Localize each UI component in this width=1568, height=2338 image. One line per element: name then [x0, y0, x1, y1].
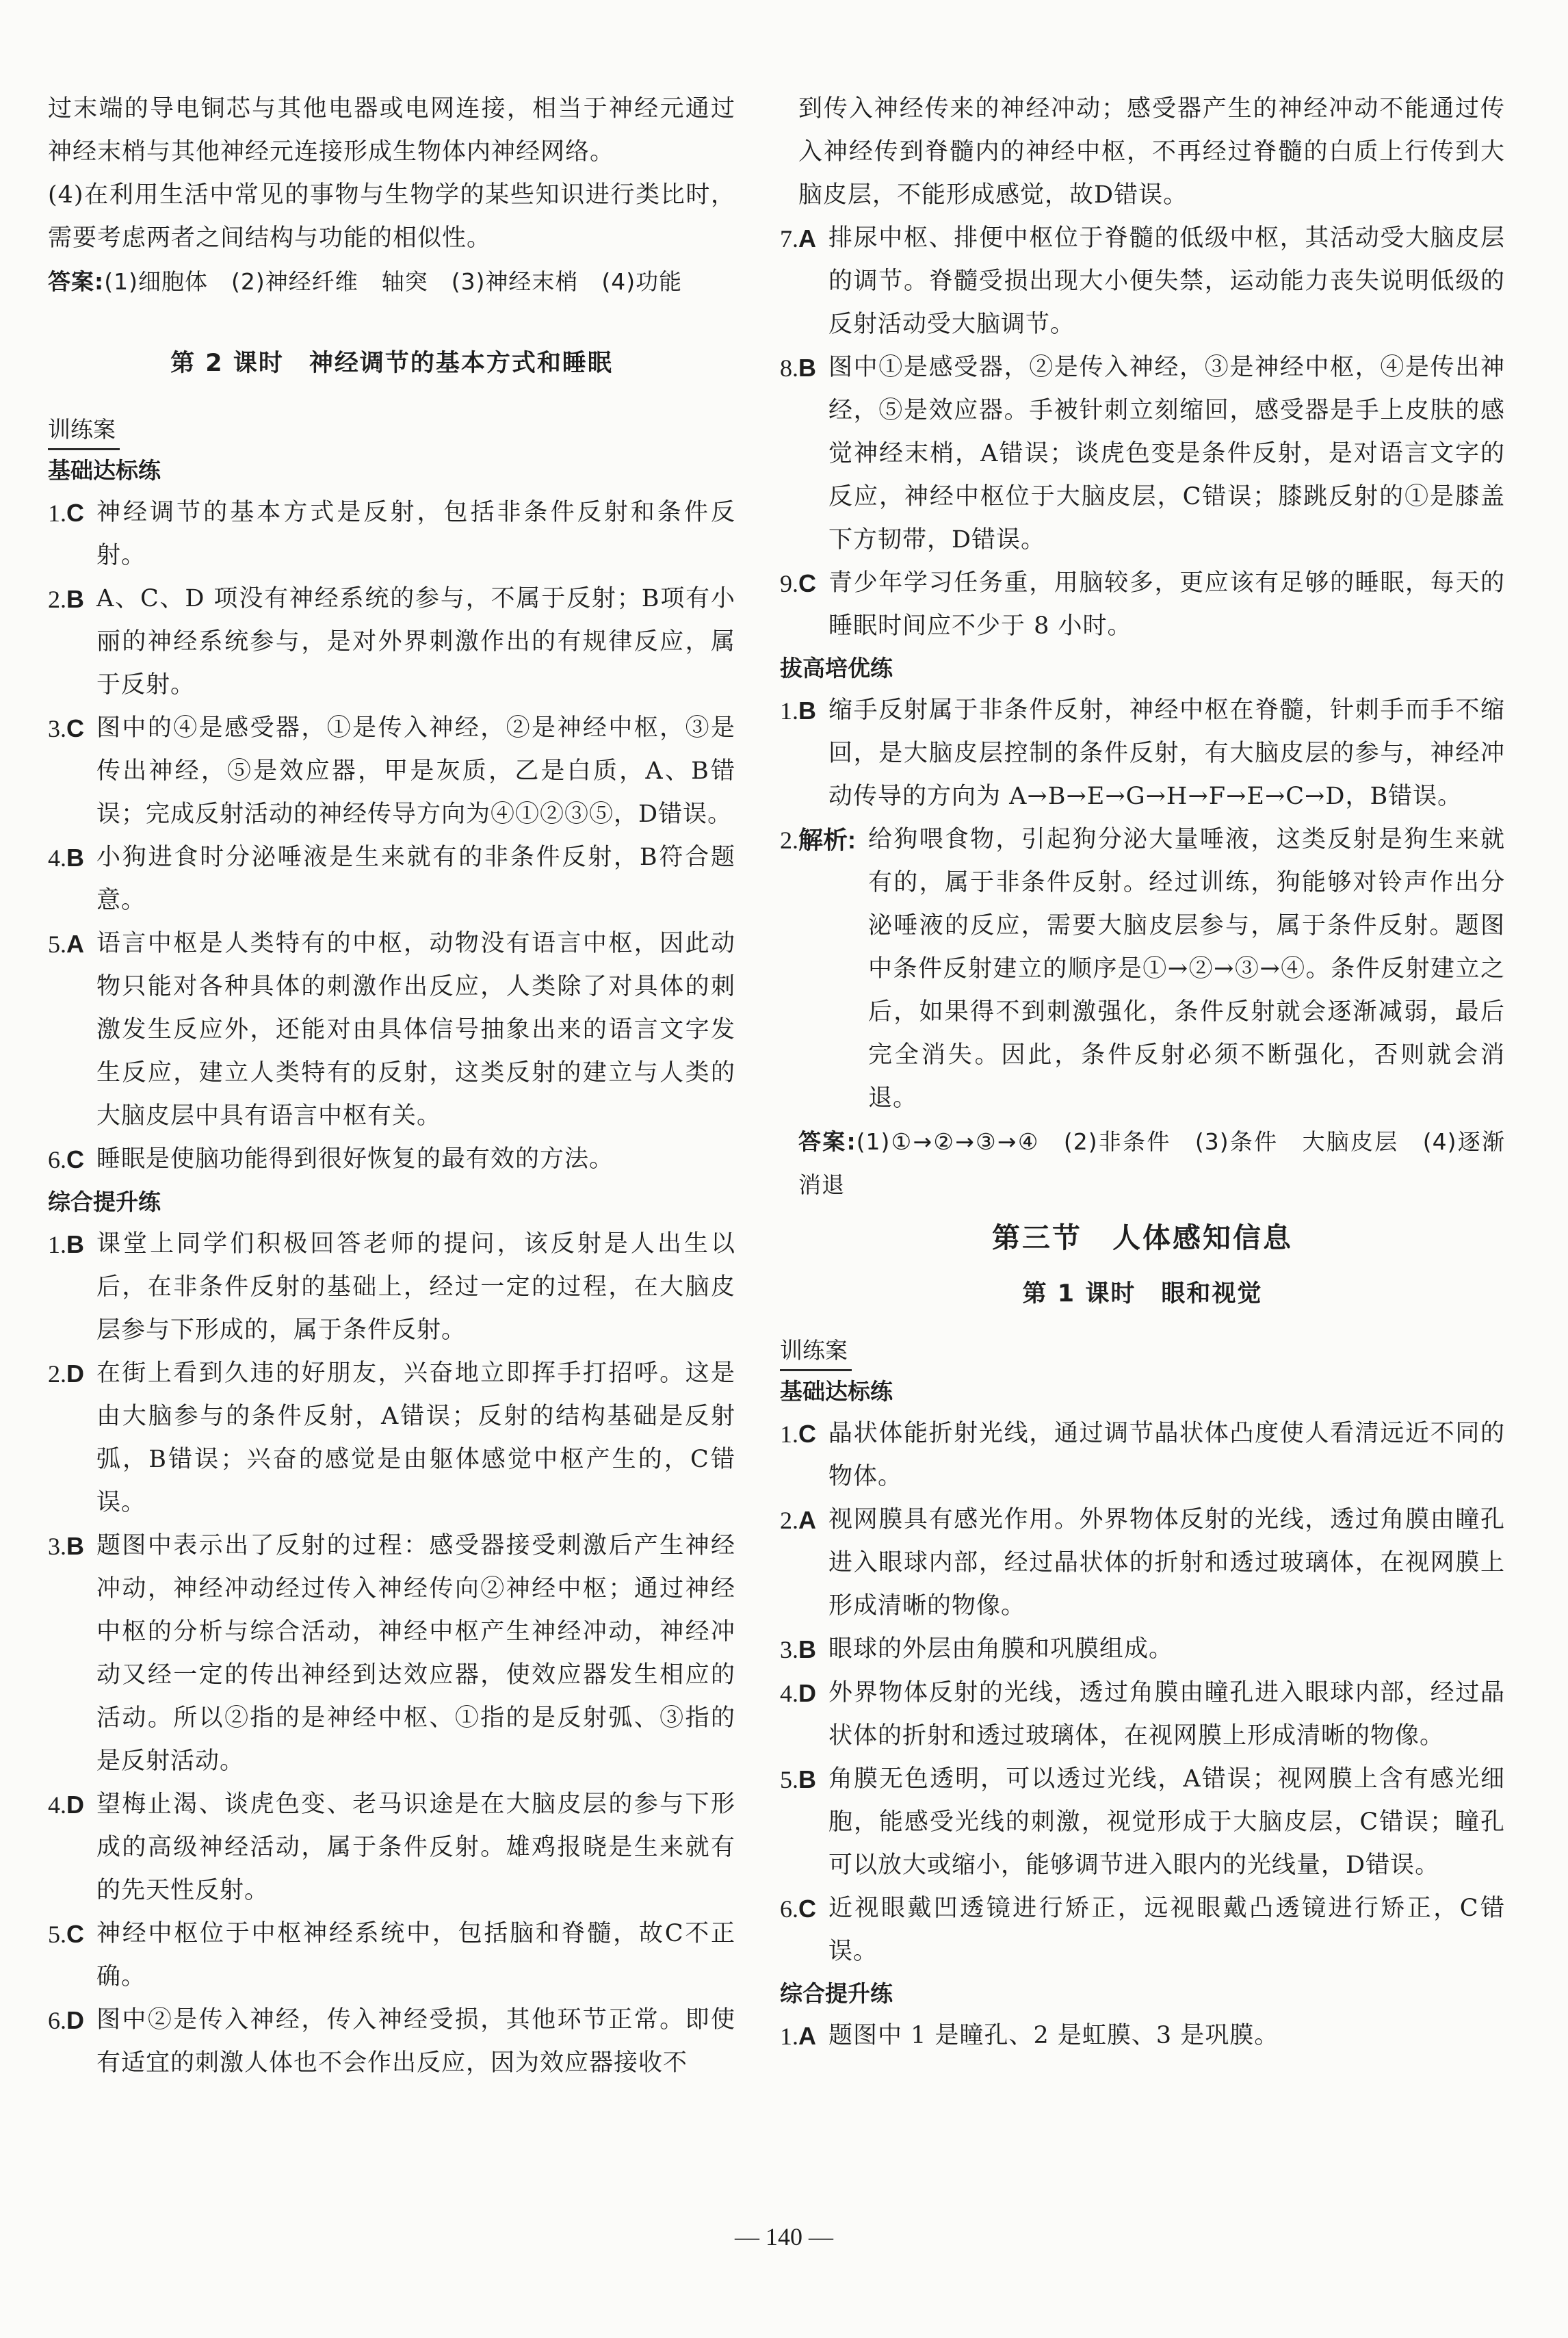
- answer-key: B: [66, 844, 84, 872]
- item-number: 6.D: [48, 2006, 84, 2034]
- item-number: 1.C: [780, 1420, 816, 1448]
- comprehensive-list: [48, 1223, 735, 2085]
- item-number: 4.D: [48, 1791, 84, 1819]
- item-text: A、C、D 项没有神经系统的参与，不属于反射；B项有小丽的神经系统参与，是对外界刺激作出的有规律反应，属于反射。: [96, 585, 735, 699]
- basic-heading: 基础达标练: [780, 1378, 893, 1405]
- lesson-title: 第 2 课时 神经调节的基本方式和睡眠: [170, 350, 613, 377]
- answer-item: [48, 1352, 735, 1524]
- basic-list: [780, 1412, 1505, 1973]
- item-number: 6.C: [48, 1145, 84, 1173]
- advanced-list: [780, 689, 1505, 1120]
- item-number: 2.B: [48, 585, 84, 613]
- answer-item: [48, 707, 735, 836]
- lesson-title: 第 1 课时 眼和视觉: [1022, 1280, 1263, 1308]
- answer-item: [48, 922, 735, 1138]
- answer-key: A: [798, 224, 816, 252]
- answer-key: A: [798, 2022, 816, 2050]
- item-number: 2.解析:: [780, 826, 856, 854]
- answer-key: C: [798, 1895, 816, 1923]
- training-label: 训练案: [780, 1332, 852, 1371]
- item-text: 题图中 1 是瞳孔、2 是虹膜、3 是巩膜。: [828, 2022, 1279, 2049]
- continuation-text: 到传入神经传来的神经冲动；感受器产生的神经冲动不能通过传入神经传到脊髓内的神经中枢，不再经过脊髓的白质上行传到大脑皮层，不能形成感觉，故D错误。: [798, 95, 1505, 209]
- answer-key: 解析:: [798, 826, 856, 854]
- answer-item: [780, 346, 1505, 562]
- answer-key: A: [66, 930, 84, 958]
- item-text: 青少年学习任务重，用脑较多，更应该有足够的睡眠，每天的睡眠时间应不少于 8 小时。: [828, 569, 1505, 640]
- item-text: 角膜无色透明，可以透过光线，A错误；视网膜上含有感光细胞，能感受光线的刺激，视觉形成于大脑皮层，C错误；瞳孔可以放大或缩小，能够调节进入眼内的光线量，D错误。: [828, 1765, 1505, 1879]
- answer-item: [48, 1783, 735, 1912]
- answer-key: B: [798, 354, 816, 382]
- answer-key: B: [798, 1635, 816, 1663]
- answer-item: [48, 1223, 735, 1352]
- answer-key: B: [798, 697, 816, 725]
- answer-item: [48, 1138, 735, 1182]
- item-text: 外界物体反射的光线，透过角膜由瞳孔进入眼球内部，经过晶状体的折射和透过玻璃体，在视网膜上形成清晰的物像。: [828, 1679, 1505, 1750]
- item-number: 5.B: [780, 1765, 816, 1793]
- item-text: 望梅止渴、谈虎色变、老马识途是在大脑皮层的参与下形成的高级神经活动，属于条件反射。雄鸡报晓是生来就有的先天性反射。: [96, 1791, 735, 1904]
- item-text: 语言中枢是人类特有的中枢，动物没有语言中枢，因此动物只能对各种具体的刺激作出反应，人类除了对具体的刺激发生反应外，还能对由具体信号抽象出来的语言文字发生反应，建立人类特有的反射，这类反射的建立与人类的大脑皮层中具有语言中枢有关。: [96, 930, 735, 1130]
- answer-label: 答案:: [48, 268, 105, 295]
- answer-item: [780, 562, 1505, 648]
- answer-text: (1)①→②→③→④ (2)非条件 (3)条件 大脑皮层 (4)逐渐消退: [798, 1128, 1506, 1198]
- item-number: 6.C: [780, 1895, 816, 1923]
- training-label: 训练案: [48, 411, 120, 450]
- item-number: 1.A: [780, 2022, 816, 2050]
- item-number: 3.B: [48, 1532, 84, 1560]
- answer-item: [780, 1672, 1505, 1758]
- answer-key: D: [798, 1679, 816, 1707]
- answer-key: B: [798, 1765, 816, 1793]
- answer-key: C: [66, 1145, 84, 1173]
- answer-item: [780, 1887, 1505, 1973]
- item-text: 缩手反射属于非条件反射，神经中枢在脊髓，针刺手而手不缩回，是大脑皮层控制的条件反射，有大脑皮层的参与，神经冲动传导的方向为 A→B→E→G→H→F→E→C→D，B错误。: [828, 697, 1505, 810]
- answer-key: D: [66, 2006, 84, 2034]
- answer-text: (1)细胞体 (2)神经纤维 轴突 (3)神经末梢 (4)功能: [104, 268, 683, 295]
- item-text: 眼球的外层由角膜和巩膜组成。: [828, 1635, 1174, 1663]
- answer-item: [48, 836, 735, 922]
- section-title: 第三节 人体感知信息: [992, 1221, 1293, 1254]
- item-number: 3.B: [780, 1635, 816, 1663]
- item-text: 神经调节的基本方式是反射，包括非条件反射和条件反射。: [96, 499, 735, 569]
- answer-item: [48, 1524, 735, 1783]
- page-number: — 140 —: [735, 2223, 833, 2250]
- right-column: [780, 88, 1505, 2058]
- comprehensive-list: [780, 2014, 1505, 2058]
- item-number: 5.A: [48, 930, 84, 958]
- item-text: 图中①是感受器，②是传入神经，③是神经中枢，④是传出神经，⑤是效应器。手被针刺立刻缩回，感受器是手上皮肤的感觉神经末梢，A错误；谈虎色变是条件反射，是对语言文字的反应，神经中枢位于大脑皮层，C错误；膝跳反射的①是膝盖下方韧带，D错误。: [828, 354, 1505, 554]
- basic-list: [48, 491, 735, 1182]
- item-number: 3.C: [48, 714, 84, 742]
- item-text: 在街上看到久违的好朋友，兴奋地立即挥手打招呼。这是由大脑参与的条件反射，A错误；反射的结构基础是反射弧，B错误；兴奋的感觉是由躯体感觉中枢产生的，C错误。: [96, 1360, 735, 1516]
- answer-item: [780, 217, 1505, 346]
- basic-heading: 基础达标练: [48, 457, 161, 484]
- intro-paragraph-1: 过末端的导电铜芯与其他电器或电网连接，相当于神经元通过神经末梢与其他神经元连接形成生物体内神经网络。: [48, 95, 735, 166]
- answer-key: C: [66, 714, 84, 742]
- answer-item: [48, 577, 735, 707]
- answer-key: B: [66, 585, 84, 613]
- answer-key: C: [66, 1920, 84, 1948]
- intro-paragraph-2: (4)在利用生活中常见的事物与生物学的某些知识进行类比时，需要考虑两者之间结构与功能的相似性。: [48, 181, 735, 252]
- item-text: 排尿中枢、排便中枢位于脊髓的低级中枢，其活动受大脑皮层的调节。脊髓受损出现大小便失禁，运动能力丧失说明低级的反射活动受大脑调节。: [828, 224, 1505, 338]
- item-number: 1.B: [48, 1230, 84, 1258]
- item-number: 5.C: [48, 1920, 84, 1948]
- item-number: 1.B: [780, 697, 816, 725]
- answer-item: [780, 1758, 1505, 1887]
- item-text: 图中②是传入神经，传入神经受损，其他环节正常。即使有适宜的刺激人体也不会作出反应，因为效应器接收不: [96, 2006, 735, 2077]
- item-text: 近视眼戴凹透镜进行矫正，远视眼戴凸透镜进行矫正，C错误。: [828, 1895, 1505, 1965]
- item-number: 1.C: [48, 499, 84, 527]
- answer-key: B: [66, 1230, 84, 1258]
- answer-key: C: [798, 1420, 816, 1448]
- item-text: 图中的④是感受器，①是传入神经，②是神经中枢，③是传出神经，⑤是效应器，甲是灰质，乙是白质，A、B错误；完成反射活动的神经传导方向为④①②③⑤，D错误。: [96, 714, 735, 828]
- answer-item: [48, 491, 735, 577]
- left-column: [48, 88, 735, 2085]
- item-number: 7.A: [780, 224, 816, 252]
- answer-item: [780, 818, 1505, 1120]
- item-number: 2.A: [780, 1506, 816, 1534]
- item-text: 课堂上同学们积极回答老师的提问，该反射是人出生以后，在非条件反射的基础上，经过一定的过程，在大脑皮层参与下形成的，属于条件反射。: [96, 1230, 735, 1344]
- advanced-answer: [780, 1120, 1505, 1206]
- answer-key: B: [66, 1532, 84, 1560]
- continuation-item: [780, 88, 1505, 217]
- item-text: 晶状体能折射光线，通过调节晶状体凸度使人看清远近不同的物体。: [828, 1420, 1505, 1490]
- answer-key: A: [798, 1506, 816, 1534]
- item-text: 给狗喂食物，引起狗分泌大量唾液，这类反射是狗生来就有的，属于非条件反射。经过训练，狗能够对铃声作出分泌唾液的反应，需要大脑皮层参与，属于条件反射。题图中条件反射建立的顺序是①→②→③→④。条件反射建立之后，如果得不到刺激强化，条件反射就会逐渐减弱，最后完全消失。因此，条件反射必须不断强化，否则就会消退。: [868, 826, 1505, 1112]
- answer-key: D: [66, 1360, 84, 1388]
- item-text: 神经中枢位于中枢神经系统中，包括脑和脊髓，故C不正确。: [96, 1920, 735, 1990]
- item-text: 视网膜具有感光作用。外界物体反射的光线，透过角膜由瞳孔进入眼球内部，经过晶状体的折射和透过玻璃体，在视网膜上形成清晰的物像。: [828, 1506, 1505, 1620]
- item-text: 睡眠是使脑功能得到很好恢复的最有效的方法。: [96, 1145, 614, 1173]
- item-text: 小狗进食时分泌唾液是生来就有的非条件反射，B符合题意。: [96, 844, 735, 914]
- item-number: 2.D: [48, 1360, 84, 1388]
- advanced-heading: 拔高培优练: [780, 655, 893, 681]
- comprehensive-heading: 综合提升练: [48, 1189, 161, 1215]
- answer-key: C: [66, 499, 84, 527]
- answer-key: D: [66, 1791, 84, 1819]
- answer-item: [780, 1628, 1505, 1672]
- comprehensive-heading: 综合提升练: [780, 1980, 893, 2007]
- answer-label: 答案:: [798, 1128, 857, 1155]
- item-number: 4.B: [48, 844, 84, 872]
- answer-item: [780, 1498, 1505, 1628]
- answer-item: [780, 1412, 1505, 1498]
- answer-key: C: [798, 569, 816, 597]
- answer-item: [780, 689, 1505, 818]
- item-text: 题图中表示出了反射的过程：感受器接受刺激后产生神经冲动，神经冲动经过传入神经传向②神经中枢；通过神经中枢的分析与综合活动，神经中枢产生神经冲动，神经冲动又经一定的传出神经到达效应器，使效应器发生相应的活动。所以②指的是神经中枢、①指的是反射弧、③指的是反射活动。: [96, 1532, 735, 1775]
- item-number: 4.D: [780, 1679, 816, 1707]
- answers-7-9-list: [780, 217, 1505, 648]
- item-number: 8.B: [780, 354, 816, 382]
- answer-item: [780, 2014, 1505, 2058]
- intro-answer: [48, 260, 735, 303]
- answer-item: [48, 1999, 735, 2085]
- item-number: 9.C: [780, 569, 816, 597]
- answer-item: [48, 1912, 735, 1999]
